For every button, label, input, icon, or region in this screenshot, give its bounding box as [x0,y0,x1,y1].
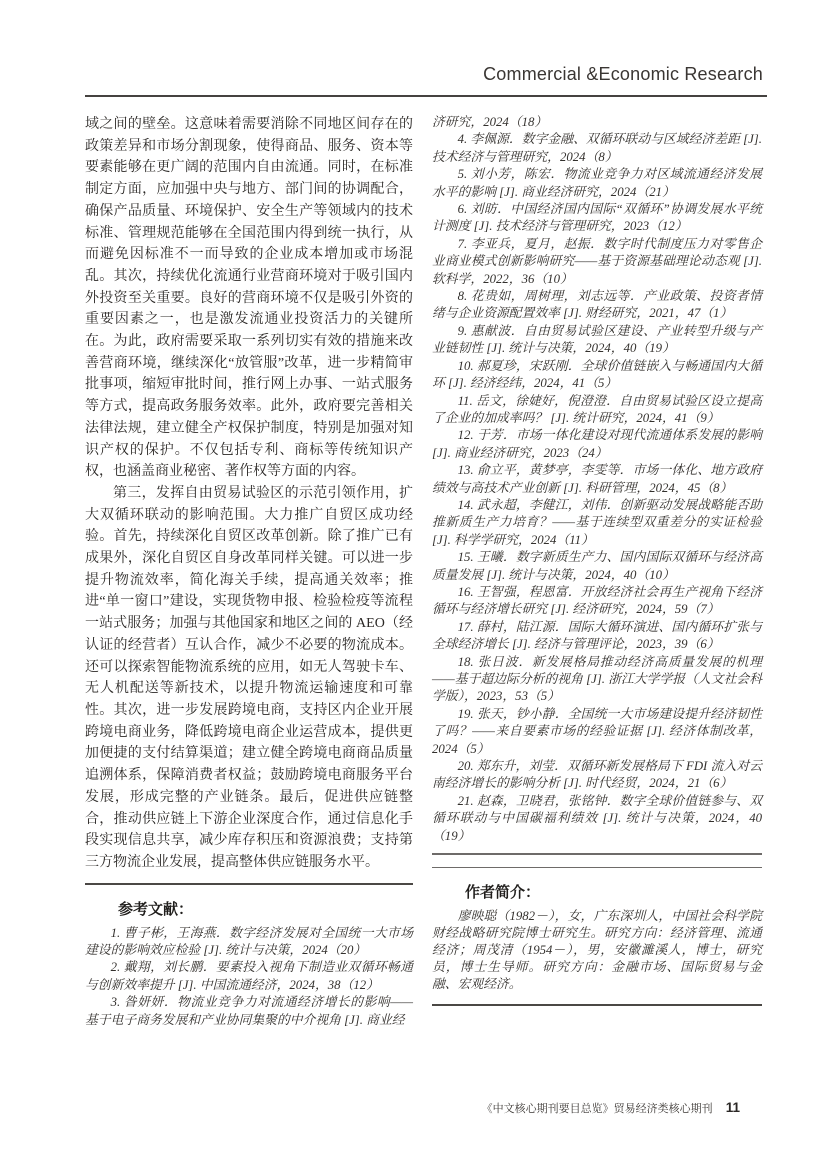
reference-item: 15. 王曦．数字新质生产力、国内国际双循环与经济高质量发展 [J]. 统计与决策，2024，40（10） [432,550,762,582]
reference-item: 6. 刘昉．中国经济国内国际“双循环”协调发展水平统计测度 [J]. 技术经济与管理研究，2023（12） [432,202,762,234]
body-text [85,114,413,874]
author-bio: 廖映聪（1982－），女，广东深圳人，中国社会科学院财经战略研究院博士研究生。研究方向：经济管理、流通经济；周茂清（1954－），男，安徽濉溪人，博士，研究员，博士生导师。研究方向：金融市场、国际贸易与金融、宏观经济。 [432,909,762,991]
reference-item: 9. 惠献波．自由贸易试验区建设、产业转型升级与产业链韧性 [J]. 统计与决策，2024，40（19） [432,323,762,356]
reference-item: 7. 李亚兵，夏月，赵振．数字时代制度压力对零售企业商业模式创新影响研究——基于资源基础理论动态观 [J]. 软科学，2022，36（10） [432,236,762,286]
reference-item: 21. 赵森，卫晓君，张铭钟．数字全球价值链参与、双循环联动与中国碳福利绩效 [J]. 统计与决策，2024，40（19） [432,793,762,843]
reference-item: 14. 武永超，李健江，刘伟．创新驱动发展战略能否助推新质生产力培育？——基于连续型双重差分的实证检验 [J]. 科学学研究，2024（11） [432,497,762,547]
right-column [432,114,762,1006]
author-rule-top-2 [432,867,762,869]
references-list-left [85,925,413,1029]
journal-header-title: Commercial &Economic Research [483,64,763,84]
reference-item: 8. 花贵如，周树理，刘志远等．产业政策、投资者情绪与企业资源配置效率 [J]. 财经研究，2021，47（1） [432,289,762,321]
author-rule-top-1 [432,853,762,855]
reference-item: 12. 于芳．市场一体化建设对现代流通体系发展的影响 [J]. 商业经济研究，2023（24） [432,428,762,460]
references-heading: 参考文献： [118,900,194,918]
body-paragraph: 第三，发挥自由贸易试验区的示范引领作用，扩大双循环联动的影响范围。大力推广自贸区成功经验。首先，持续深化自贸区改革创新。除了推广已有成果外，深化自贸区自身改革同样关键。可以进一步提升物流效率，简化海关手续，提高通关效率；推进“单一窗口”建设，实现货物申报、检验检疫等流程一站式服务；加强与其他国家和地区之间的 AEO（经认证的经营者）互认合作，减少不必要的物流成本。还可以探索智能物流系统的应用，如无人驾驶卡车、无人机配送等新技术，以提升物流运输速度和可靠性。其次，进一步发展跨境电商，支持区内企业开展跨境电商业务，降低跨境电商企业运营成本，提供更加便捷的支付结算渠道；建立健全跨境电商商品质量追溯体系，保障消费者权益；鼓励跨境电商服务平台发展，形成完整的产业链条。最后，促进供应链整合，推动供应链上下游企业深度合作，通过信息化手段实现信息共享，减少库存积压和资源浪费；支持第三方物流企业发展，提高整体供应链服务水平。 [85,485,413,870]
reference-item: 13. 俞立平，黄梦亭，李雯等．市场一体化、地方政府绩效与高技术产业创新 [J]. 科研管理，2024，45（8） [432,463,762,495]
reference-item: 5. 刘小芳，陈宏．物流业竞争力对区域流通经济发展水平的影响 [J]. 商业经济研究，2024（21） [432,167,762,199]
author-heading: 作者简介： [465,884,541,902]
author-section-top-rules [432,853,762,868]
author-section-bottom-rule [432,1004,762,1006]
left-column [85,114,413,1029]
header-rule [85,95,767,97]
reference-item: 20. 郑东升，刘莹．双循环新发展格局下 FDI 流入对云南经济增长的影响分析 [J]. 时代经贸，2024，21（6） [432,759,762,791]
references-list-right [432,131,762,845]
reference-item: 3. 昝妍妍．物流业竞争力对流通经济增长的影响——基于电子商务发展和产业协同集聚的中介视角 [J]. 商业经 [85,995,413,1027]
reference-item: 10. 郝夏珍，宋跃刚．全球价值链嵌入与畅通国内大循环 [J]. 经济经纬，2024，41（5） [432,358,762,391]
reference-item: 19. 张天，钞小静．全国统一大市场建设提升经济韧性了吗？——来自要素市场的经验证据 [J]. 经济体制改革，2024（5） [432,706,762,756]
journal-note: 《中文核心期刊要目总览》贸易经济类核心期刊 [481,1103,713,1115]
references-divider-rule [85,883,413,885]
reference-continuation: 济研究，2024（18） [432,115,548,129]
reference-item: 17. 薛村，陆江源．国际大循环演进、国内循环扩张与全球经济增长 [J]. 经济与管理评论，2023，39（6） [432,619,762,652]
reference-item: 2. 戴翔，刘长鹏．要素投入视角下制造业双循环畅通与创新效率提升 [J]. 中国流通经济，2024，38（12） [85,960,413,992]
reference-item: 16. 王智强，程恩富．开放经济社会再生产视角下经济循环与经济增长研究 [J]. 经济研究，2024，59（7） [432,584,762,617]
page-footer [482,1100,740,1116]
body-paragraph: 域之间的壁垒。这意味着需要消除不同地区间存在的政策差异和市场分割现象，使得商品、服务、资本等要素能够在更广阔的范围内自由流通。同时，在标准制定方面，应加强中央与地方、部门间的协调配合，确保产品质量、环境保护、安全生产等领域内的技术标准、管理规范能够在全国范围内得到统一执行，从而避免因标准不一而导致的企业成本增加或市场混乱。其次，持续优化流通行业营商环境对于吸引国内外投资至关重要。良好的营商环境不仅是吸引外资的重要因素之一，也是激发流通业投资活力的关键所在。为此，政府需要采取一系列切实有效的措施来改善营商环境，继续深化“放管服”改革，进一步精简审批事项，缩短审批时间，推行网上办事、一站式服务等方式，提高政务服务效率。此外，政府要完善相关法律法规，建立健全产权保护制度，特别是加强对知识产权的保护。不仅包括专利、商标等传统知识产权，也涵盖商业秘密、著作权等方面的内容。 [85,117,413,480]
reference-item: 11. 岳文，徐婕好，倪澄澄．自由贸易试验区设立提高了企业的加成率吗？ [J]. 统计研究，2024，41（9） [432,393,762,425]
reference-item: 4. 李佩源．数字金融、双循环联动与区域经济差距 [J]. 技术经济与管理研究，2024（8） [432,132,762,164]
reference-item: 1. 曹子彬，王海燕．数字经济发展对全国统一大市场建设的影响效应检验 [J]. 统计与决策，2024（20） [85,925,413,958]
page-number: 11 [725,1100,740,1115]
reference-item: 18. 张日波．新发展格局推动经济高质量发展的机理——基于超边际分析的视角 [J]. 浙江大学学报（人文社会科学版），2023，53（5） [432,654,762,704]
